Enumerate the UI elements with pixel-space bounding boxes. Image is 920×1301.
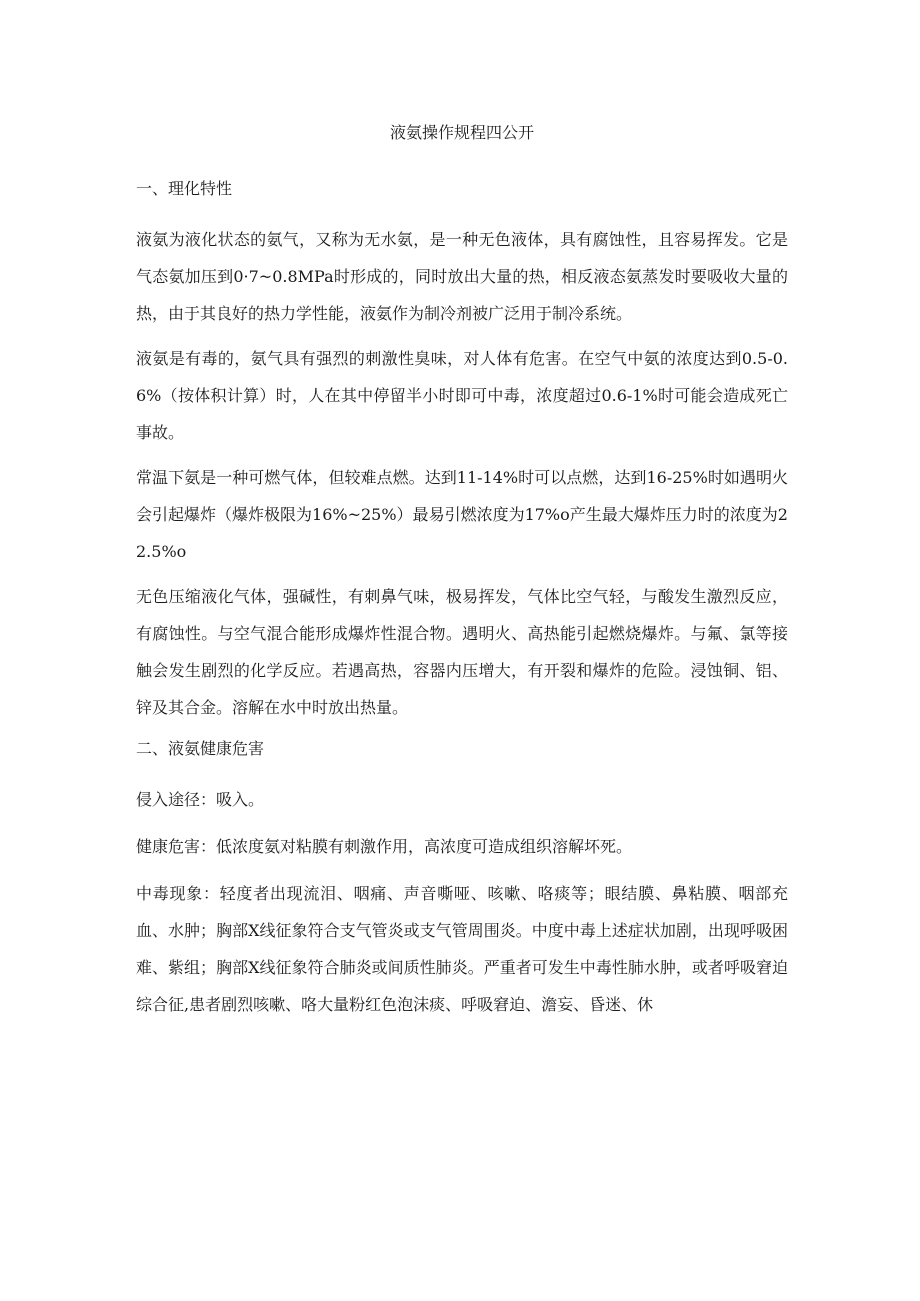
paragraph-definition: 液氨为液化状态的氨气，又称为无水氨，是一种无色液体，具有腐蚀性，且容易挥发。它是气态氨加压到0·7~0.8MPa时形成的，同时放出大量的热，相反液态氨蒸发时要吸收大量的热，由于其良好的热力学性能，液氨作为制冷剂被广泛用于制冷系统。: [136, 230, 788, 323]
paragraph-chemical-properties: 无色压缩液化气体，强碱性，有刺鼻气味，极易挥发，气体比空气轻，与酸发生激烈反应，有腐蚀性。与空气混合能形成爆炸性混合物。遇明火、高热能引起燃烧爆炸。与氟、氯等接触会发生剧烈的化学反应。若遇高热，容器内压增大，有开裂和爆炸的危险。浸蚀铜、铝、锌及其合金。溶解在水中时放出热量。: [136, 587, 788, 717]
section-heading-health-hazards: 二、液氨健康危害: [136, 739, 265, 758]
paragraph-exposure-route: 侵入途径：吸入。: [136, 790, 265, 809]
paragraph-flammability: 常温下氨是一种可燃气体，但较难点燃。达到11-14%时可以点燃，达到16-25%时如遇明火会引起爆炸（爆炸极限为16%~25%）最易引燃浓度为17%o产生最大爆炸压力时的浓度为22.5%o: [136, 468, 788, 561]
paragraph-health-hazard: 健康危害：低浓度氨对粘膜有刺激作用，高浓度可造成组织溶解坏死。: [136, 837, 633, 856]
document-body: [136, 118, 788, 1031]
section-heading-properties: 一、理化特性: [136, 179, 233, 198]
paragraph-toxicity: 液氨是有毒的，氨气具有强烈的刺激性臭味，对人体有危害。在空气中氨的浓度达到0.5-0.6%（按体积计算）时，人在其中停留半小时即可中毒，浓度超过0.6-1%时可能会造成死亡事故。: [136, 349, 788, 442]
paragraph-poisoning-symptoms: 中毒现象：轻度者出现流泪、咽痛、声音嘶哑、咳嗽、咯痰等；眼结膜、鼻粘膜、咽部充血、水肿；胸部X线征象符合支气管炎或支气管周围炎。中度中毒上述症状加剧，出现呼吸困难、紫组；胸部X线征象符合肺炎或间质性肺炎。严重者可发生中毒性肺水肿，或者呼吸窘迫综合征,患者剧烈咳嗽、咯大量粉红色泡沫痰、呼吸窘迫、澹妄、昏迷、休: [136, 884, 788, 1014]
document-title: 液氨操作规程四公开: [389, 123, 534, 142]
